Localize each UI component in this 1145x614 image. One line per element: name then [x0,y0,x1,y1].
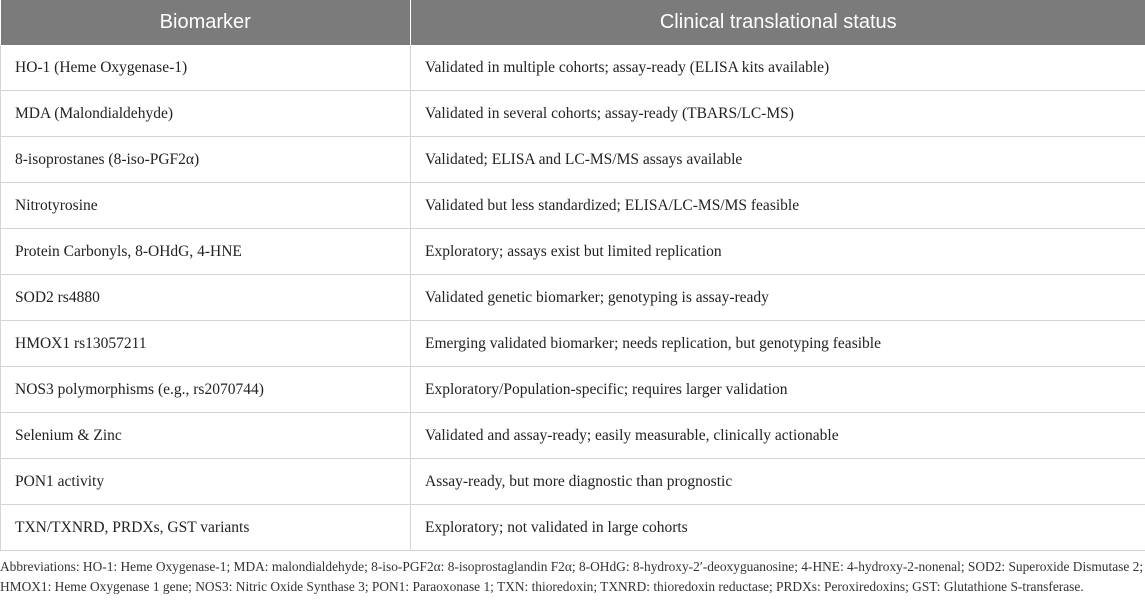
status-cell: Validated in several cohorts; assay-ready (TBARS/LC-MS) [411,91,1145,137]
table-row [1,321,1145,367]
status-cell: Validated genetic biomarker; genotyping is assay-ready [411,275,1145,321]
table-body [1,45,1145,551]
table-row [1,91,1145,137]
table-row [1,45,1145,91]
status-cell: Assay-ready, but more diagnostic than prognostic [411,459,1145,505]
header-row [1,0,1145,45]
header-clinical-status: Clinical translational status [411,0,1145,45]
status-cell: Exploratory; not validated in large cohorts [411,505,1145,551]
biomarker-cell: MDA (Malondialdehyde) [1,91,411,137]
biomarker-cell: Nitrotyrosine [1,183,411,229]
table-row [1,505,1145,551]
table-row [1,183,1145,229]
biomarker-cell: SOD2 rs4880 [1,275,411,321]
biomarker-cell: Protein Carbonyls, 8-OHdG, 4-HNE [1,229,411,275]
status-cell: Validated in multiple cohorts; assay-ready (ELISA kits available) [411,45,1145,91]
table-row [1,413,1145,459]
biomarker-cell: 8-isoprostanes (8-iso-PGF2α) [1,137,411,183]
status-cell: Validated but less standardized; ELISA/LC-MS/MS feasible [411,183,1145,229]
biomarker-cell: HMOX1 rs13057211 [1,321,411,367]
status-cell: Emerging validated biomarker; needs replication, but genotyping feasible [411,321,1145,367]
table-header [1,0,1145,45]
table-row [1,275,1145,321]
table-row [1,459,1145,505]
status-cell: Exploratory; assays exist but limited replication [411,229,1145,275]
status-cell: Validated; ELISA and LC-MS/MS assays available [411,137,1145,183]
header-biomarker: Biomarker [1,0,411,45]
status-cell: Validated and assay-ready; easily measurable, clinically actionable [411,413,1145,459]
biomarker-cell: Selenium & Zinc [1,413,411,459]
table-row [1,367,1145,413]
status-cell: Exploratory/Population-specific; requires larger validation [411,367,1145,413]
table-row [1,137,1145,183]
biomarker-cell: HO-1 (Heme Oxygenase-1) [1,45,411,91]
biomarker-cell: PON1 activity [1,459,411,505]
table-row [1,229,1145,275]
biomarker-cell: NOS3 polymorphisms (e.g., rs2070744) [1,367,411,413]
biomarker-cell: TXN/TXNRD, PRDXs, GST variants [1,505,411,551]
abbreviations-footnote: Abbreviations: HO-1: Heme Oxygenase-1; MDA: malondialdehyde; 8-iso-PGF2α: 8-isoprostaglandin F2α; 8-OHdG: 8-hydroxy-2′-deoxyguanosine; 4-HNE: 4-hydroxy-2-nonenal; SOD2: Superoxide Dismutase 2; HMOX1: Heme Oxygenase 1 gene; NOS3: Nitric Oxide Synthase 3; PON1: Paraoxonase 1; TXN: thioredoxin; TXNRD: thioredoxin reductase; PRDXs: Peroxiredoxins; GST: Glutathione S-transferase. [0,559,1144,594]
